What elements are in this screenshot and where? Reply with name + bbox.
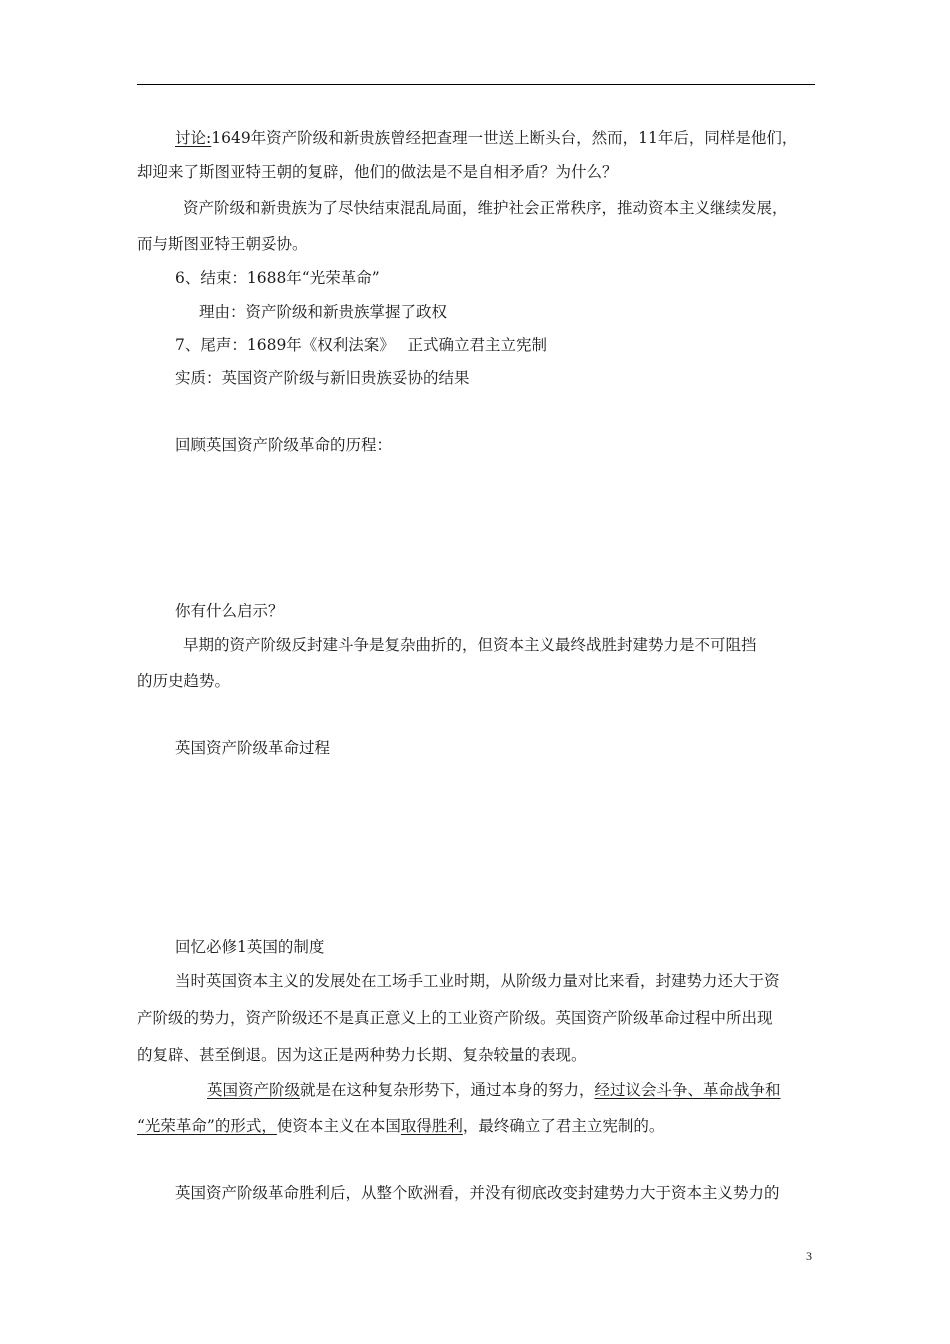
page-number: 3 — [806, 1249, 812, 1263]
inspiration-answer-line-1: 早期的资产阶级反封建斗争是复杂曲折的，但资本主义最终战胜封建势力是不可阻挡 — [183, 636, 757, 654]
inspiration-answer-line-2: 的历史趋势。 — [137, 672, 231, 690]
summary-text-a: 就是在这种复杂形势下，通过本身的努力， — [300, 1081, 595, 1099]
process-heading: 英国资产阶级革命过程 — [175, 739, 331, 757]
summary-victory: 取得胜利 — [400, 1117, 463, 1135]
summary-glorious-revolution: “光荣革命”的形式， — [137, 1117, 277, 1135]
recall-heading: 回忆必修1英国的制度 — [175, 938, 325, 956]
summary-line-1 — [207, 1080, 781, 1100]
final-line: 英国资产阶级革命胜利后，从整个欧洲看，并没有彻底改变封建势力大于资本主义势力的 — [175, 1184, 780, 1202]
summary-text-b: 使资本主义在本国 — [276, 1117, 401, 1135]
discussion-line-1 — [175, 128, 797, 148]
summary-line-2 — [137, 1116, 664, 1136]
item-7: 7、尾声：1689年《权利法案》 正式确立君主立宪制 — [175, 336, 547, 354]
recall-line-1: 当时英国资本主义的发展处在工场手工业时期，从阶级力量对比来看，封建势力还大于资 — [175, 972, 780, 990]
answer-line-1: 资产阶级和新贵族为了尽快结束混乱局面，维护社会正常秩序，推动资本主义继续发展， — [183, 199, 788, 217]
review-heading: 回顾英国资产阶级革命的历程： — [175, 436, 393, 454]
summary-subject: 英国资产阶级 — [207, 1081, 301, 1099]
discussion-label: 讨论: — [175, 129, 212, 147]
recall-line-3: 的复辟、甚至倒退。因为这正是两种势力长期、复杂较量的表现。 — [137, 1046, 587, 1064]
summary-text-c: ，最终确立了君主立宪制的。 — [462, 1117, 665, 1135]
summary-means: 经过议会斗争、革命战争和 — [594, 1081, 781, 1099]
item-6-reason: 理由：资产阶级和新贵族掌握了政权 — [199, 303, 448, 321]
discussion-text: 1649年资产阶级和新贵族曾经把查理一世送上断头台，然而，11年后，同样是他们， — [211, 129, 798, 147]
recall-line-2: 产阶级的势力，资产阶级还不是真正意义上的工业资产阶级。英国资产阶级革命过程中所出现 — [137, 1009, 773, 1027]
essence: 实质：英国资产阶级与新旧贵族妥协的结果 — [175, 369, 470, 387]
discussion-line-2: 却迎来了斯图亚特王朝的复辟，他们的做法是不是自相矛盾？为什么？ — [137, 163, 618, 181]
answer-line-2: 而与斯图亚特王朝妥协。 — [137, 235, 308, 253]
item-6: 6、结束：1688年“光荣革命” — [175, 269, 380, 287]
inspiration-question: 你有什么启示？ — [175, 602, 284, 620]
header-rule — [137, 84, 815, 85]
